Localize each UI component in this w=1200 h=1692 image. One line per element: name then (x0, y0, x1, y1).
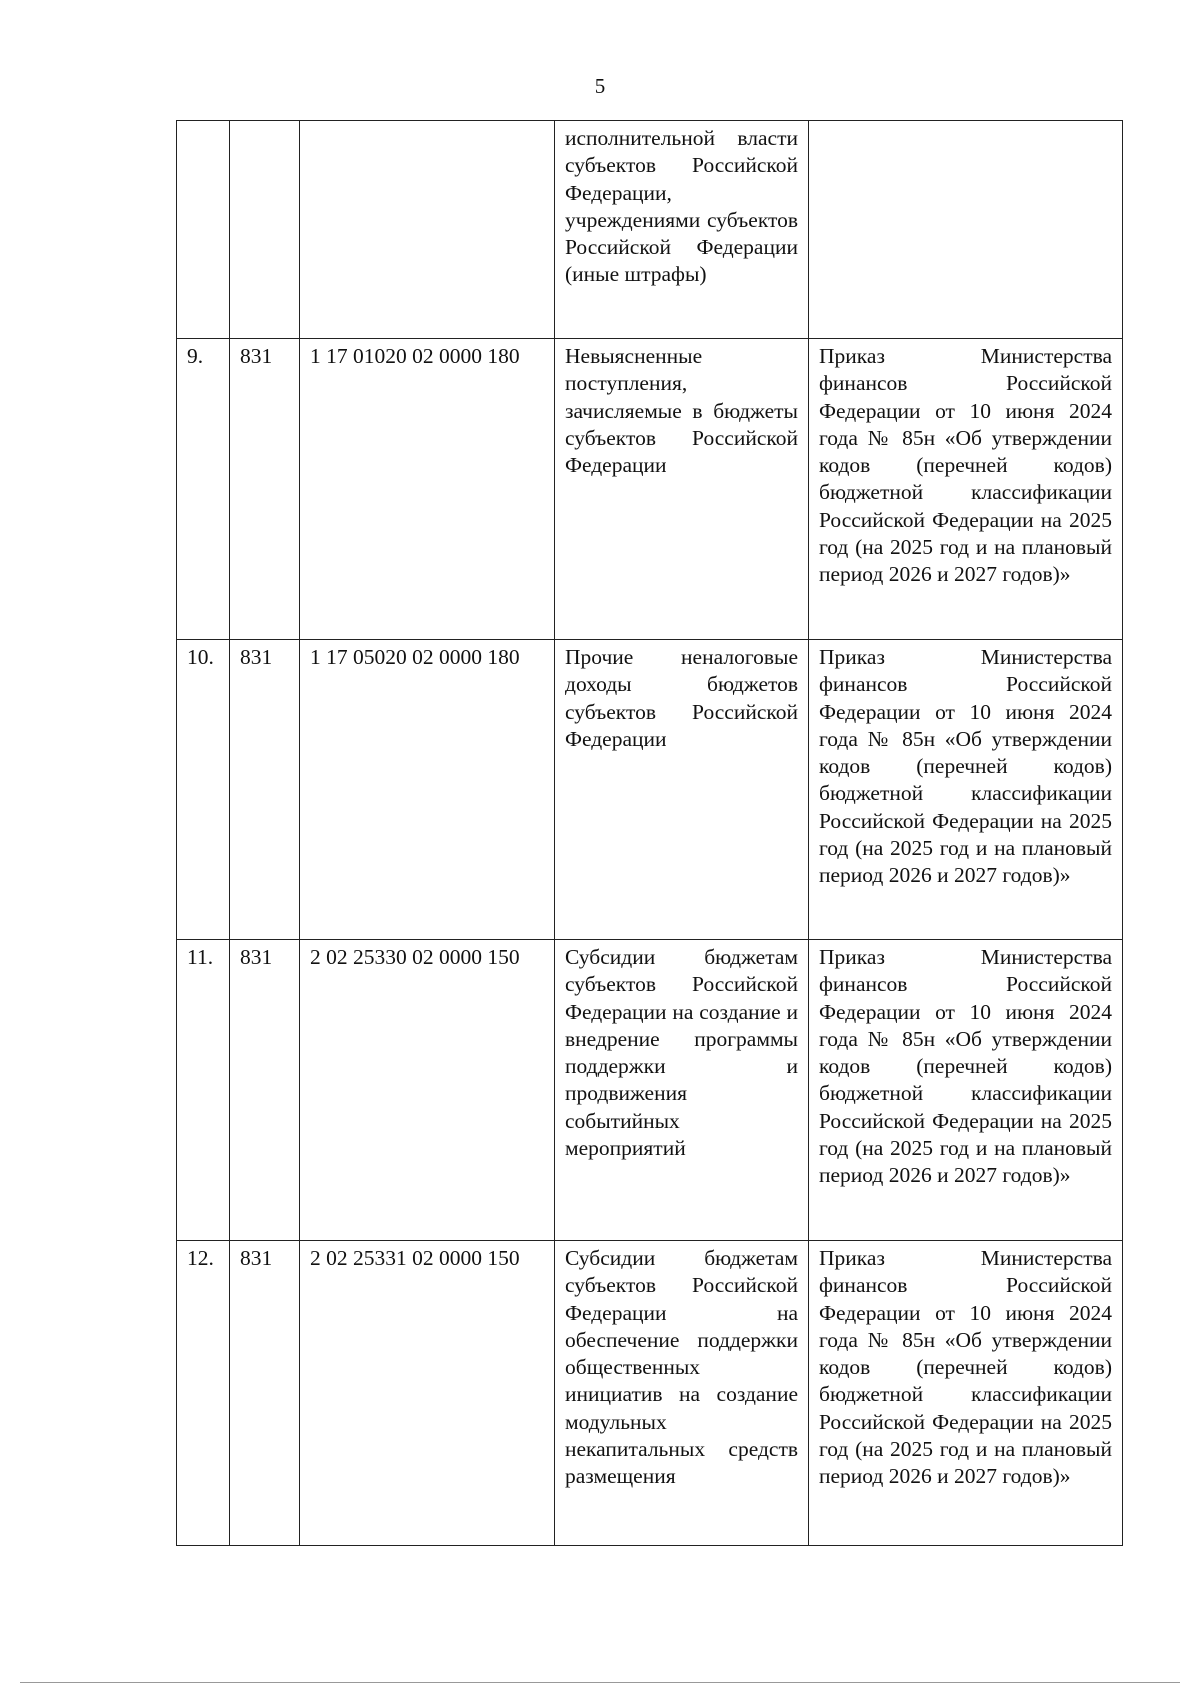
kbk-code-cell: 1 17 05020 02 0000 180 (300, 640, 555, 940)
legal-basis-cell: Приказ Министерства финансов Российской Федерации от 10 июня 2024 года № 85н «Об утверждении кодов (перечней кодов) бюджетной классификации Российской Федерации на 2025 год (на 2025 год и на плановый период 2026 и 2027 годов)» (809, 1241, 1123, 1546)
revenue-name-cell: Субсидии бюджетам субъектов Российской Федерации на обеспечение поддержки общественных инициатив на создание модульных некапитальных средств размещения (555, 1241, 809, 1546)
kbk-code-cell: 2 02 25330 02 0000 150 (300, 940, 555, 1241)
revenue-name-cell: Субсидии бюджетам субъектов Российской Федерации на создание и внедрение программы поддержки и продвижения событийных мероприятий (555, 940, 809, 1241)
scan-bottom-edge (20, 1682, 1180, 1683)
admin-code-cell (230, 121, 300, 339)
table-row (177, 940, 1123, 1241)
table-row (177, 1241, 1123, 1546)
kbk-code-cell (300, 121, 555, 339)
table-row (177, 640, 1123, 940)
admin-code-cell: 831 (230, 940, 300, 1241)
revenue-name-cell: исполнительной власти субъектов Российской Федерации, учреждениями субъектов Российской Федерации (иные штрафы) (555, 121, 809, 339)
kbk-code-cell: 2 02 25331 02 0000 150 (300, 1241, 555, 1546)
page-number: 5 (594, 74, 606, 98)
legal-basis-cell: Приказ Министерства финансов Российской Федерации от 10 июня 2024 года № 85н «Об утверждении кодов (перечней кодов) бюджетной классификации Российской Федерации на 2025 год (на 2025 год и на плановый период 2026 и 2027 годов)» (809, 940, 1123, 1241)
row-number-cell: 9. (177, 339, 230, 640)
admin-code-cell: 831 (230, 1241, 300, 1546)
row-number-cell: 10. (177, 640, 230, 940)
row-number-cell: 12. (177, 1241, 230, 1546)
admin-code-cell: 831 (230, 339, 300, 640)
revenue-codes-table (176, 120, 1123, 1546)
revenue-name-cell: Невыясненные поступления, зачисляемые в бюджеты субъектов Российской Федерации (555, 339, 809, 640)
table-row (177, 121, 1123, 339)
legal-basis-cell (809, 121, 1123, 339)
legal-basis-cell: Приказ Министерства финансов Российской Федерации от 10 июня 2024 года № 85н «Об утверждении кодов (перечней кодов) бюджетной классификации Российской Федерации на 2025 год (на 2025 год и на плановый период 2026 и 2027 годов)» (809, 640, 1123, 940)
legal-basis-cell: Приказ Министерства финансов Российской Федерации от 10 июня 2024 года № 85н «Об утверждении кодов (перечней кодов) бюджетной классификации Российской Федерации на 2025 год (на 2025 год и на плановый период 2026 и 2027 годов)» (809, 339, 1123, 640)
table-row (177, 339, 1123, 640)
row-number-cell: 11. (177, 940, 230, 1241)
revenue-name-cell: Прочие неналоговые доходы бюджетов субъектов Российской Федерации (555, 640, 809, 940)
admin-code-cell: 831 (230, 640, 300, 940)
kbk-code-cell: 1 17 01020 02 0000 180 (300, 339, 555, 640)
row-number-cell (177, 121, 230, 339)
